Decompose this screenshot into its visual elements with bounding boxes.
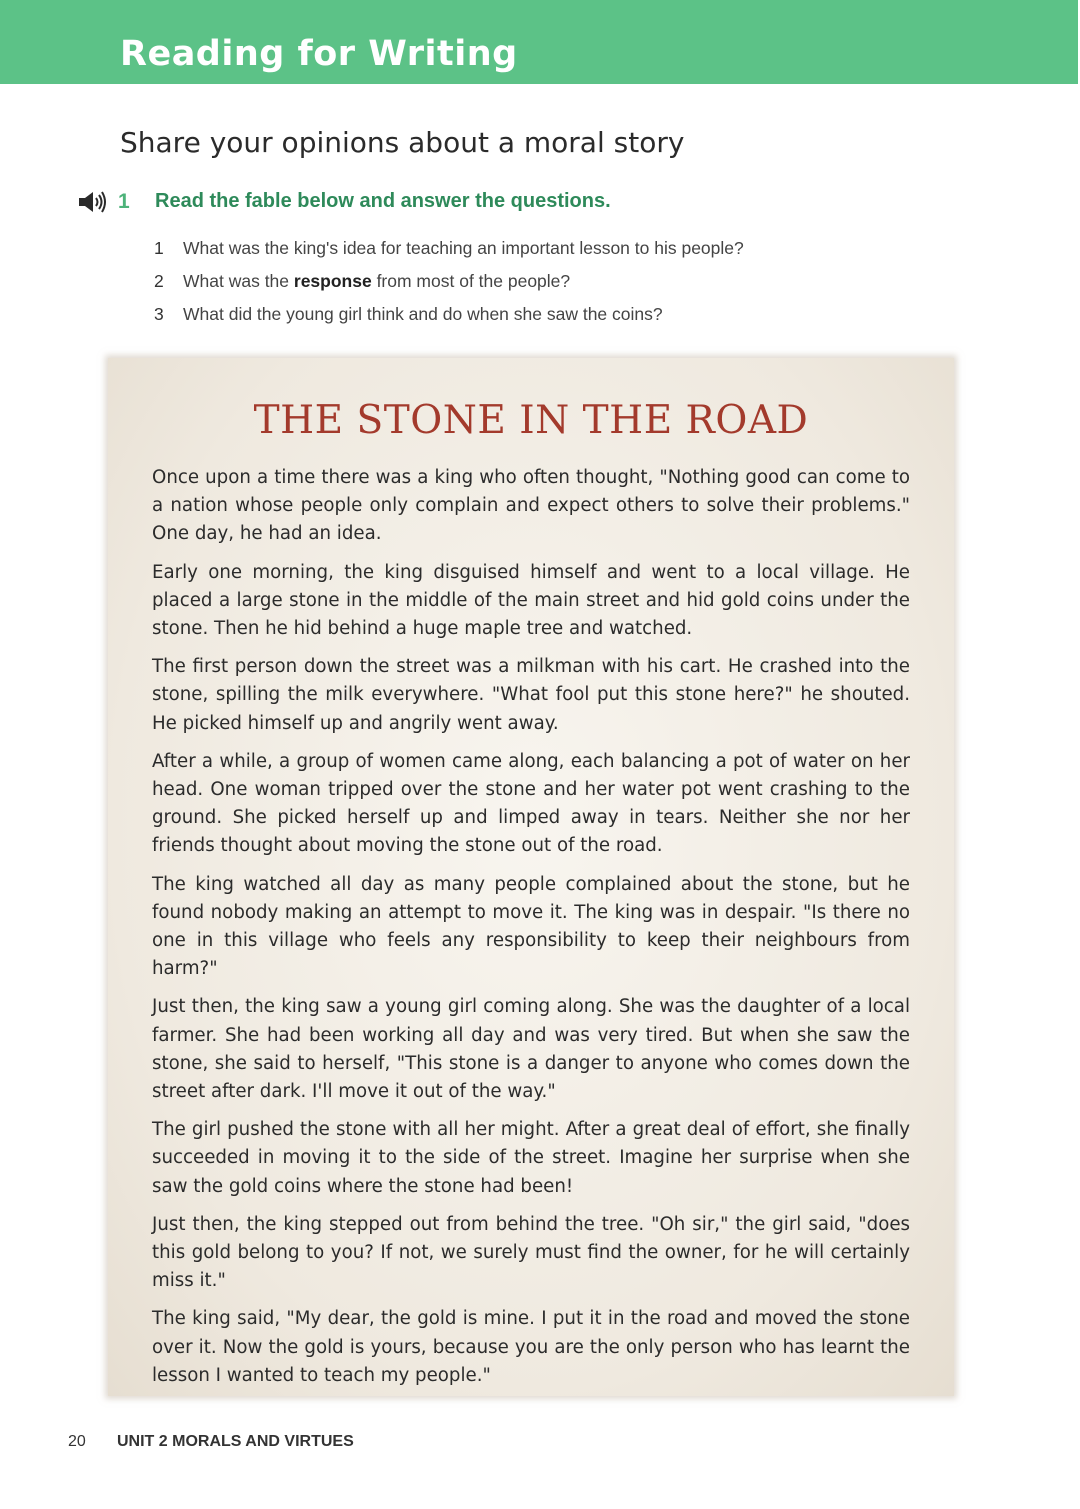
keyword-response: response [293, 271, 372, 291]
unit-label: UNIT 2 MORALS AND VIRTUES [117, 1433, 354, 1450]
question-text: What did the young girl think and do when she saw the coins? [183, 304, 663, 324]
question-number: 1 [154, 238, 164, 258]
header-banner [0, 0, 1078, 84]
story-card [108, 358, 954, 1396]
task-number: 1 [118, 190, 130, 213]
story-paragraph: The girl pushed the stone with all her might. After a great deal of effort, she finally succeeded in moving it to the side of the street. Imagine her surprise when she saw the gold coins where the stone had been! [152, 1119, 910, 1197]
question-number: 3 [154, 304, 164, 324]
story-paragraph: The king watched all day as many people complained about the stone, but he found nobody making an attempt to move it. The king was in despair. "Is there no one in this village who feels any responsibility to keep their neighbours from harm?" [152, 873, 910, 980]
story-paragraph: Just then, the king stepped out from behind the tree. "Oh sir," the girl said, "does this gold belong to you? If not, we surely must find the owner, for he will certainly miss it." [152, 1213, 910, 1292]
story-body [152, 464, 910, 1400]
story-paragraph: After a while, a group of women came along, each balancing a pot of water on her head. One woman tripped over the stone and her water pot went crashing to the ground. She picked herself up and limped away in tears. Neither she nor her friends thought about moving the stone out of the road. [152, 750, 910, 857]
story-paragraph: Early one morning, the king disguised himself and went to a local village. He placed a large stone in the middle of the main street and hid gold coins under the stone. Then he hid behind a huge maple tree and watched. [152, 561, 910, 640]
story-title: THE STONE IN THE ROAD [253, 398, 809, 443]
question-text: What was the response from most of the people? [183, 271, 571, 291]
list-item [154, 238, 954, 271]
section-title: Share your opinions about a moral story [120, 126, 685, 159]
question-text: What was the king's idea for teaching an important lesson to his people? [183, 238, 744, 258]
story-paragraph: Once upon a time there was a king who often thought, "Nothing good can come to a nation whose people only complain and expect others to solve their problems." One day, he had an idea. [152, 467, 910, 545]
banner-title: Reading for Writing [120, 34, 518, 74]
speaker-icon[interactable] [78, 190, 108, 214]
story-paragraph: Just then, the king saw a young girl coming along. She was the daughter of a local farmer. She had been working all day and was very tired. But when she saw the stone, she said to herself, "This stone is a danger to anyone who comes down the street after dark. I'll move it out of the way." [152, 996, 910, 1103]
story-paragraph: The king said, "My dear, the gold is mine. I put it in the road and moved the stone over it. Now the gold is yours, because you are the only person who has learnt the lesson I wanted to teach my people." [152, 1308, 910, 1386]
question-list [154, 238, 954, 337]
page-number: 20 [68, 1433, 86, 1450]
story-paragraph: The first person down the street was a milkman with his cart. He crashed into the stone, spilling the milk everywhere. "What fool put this stone here?" he shouted. He picked himself up and angrily went away. [152, 656, 910, 734]
task-instruction: Read the fable below and answer the questions. [155, 190, 611, 212]
question-number: 2 [154, 271, 164, 291]
list-item [154, 271, 954, 304]
list-item [154, 304, 954, 337]
